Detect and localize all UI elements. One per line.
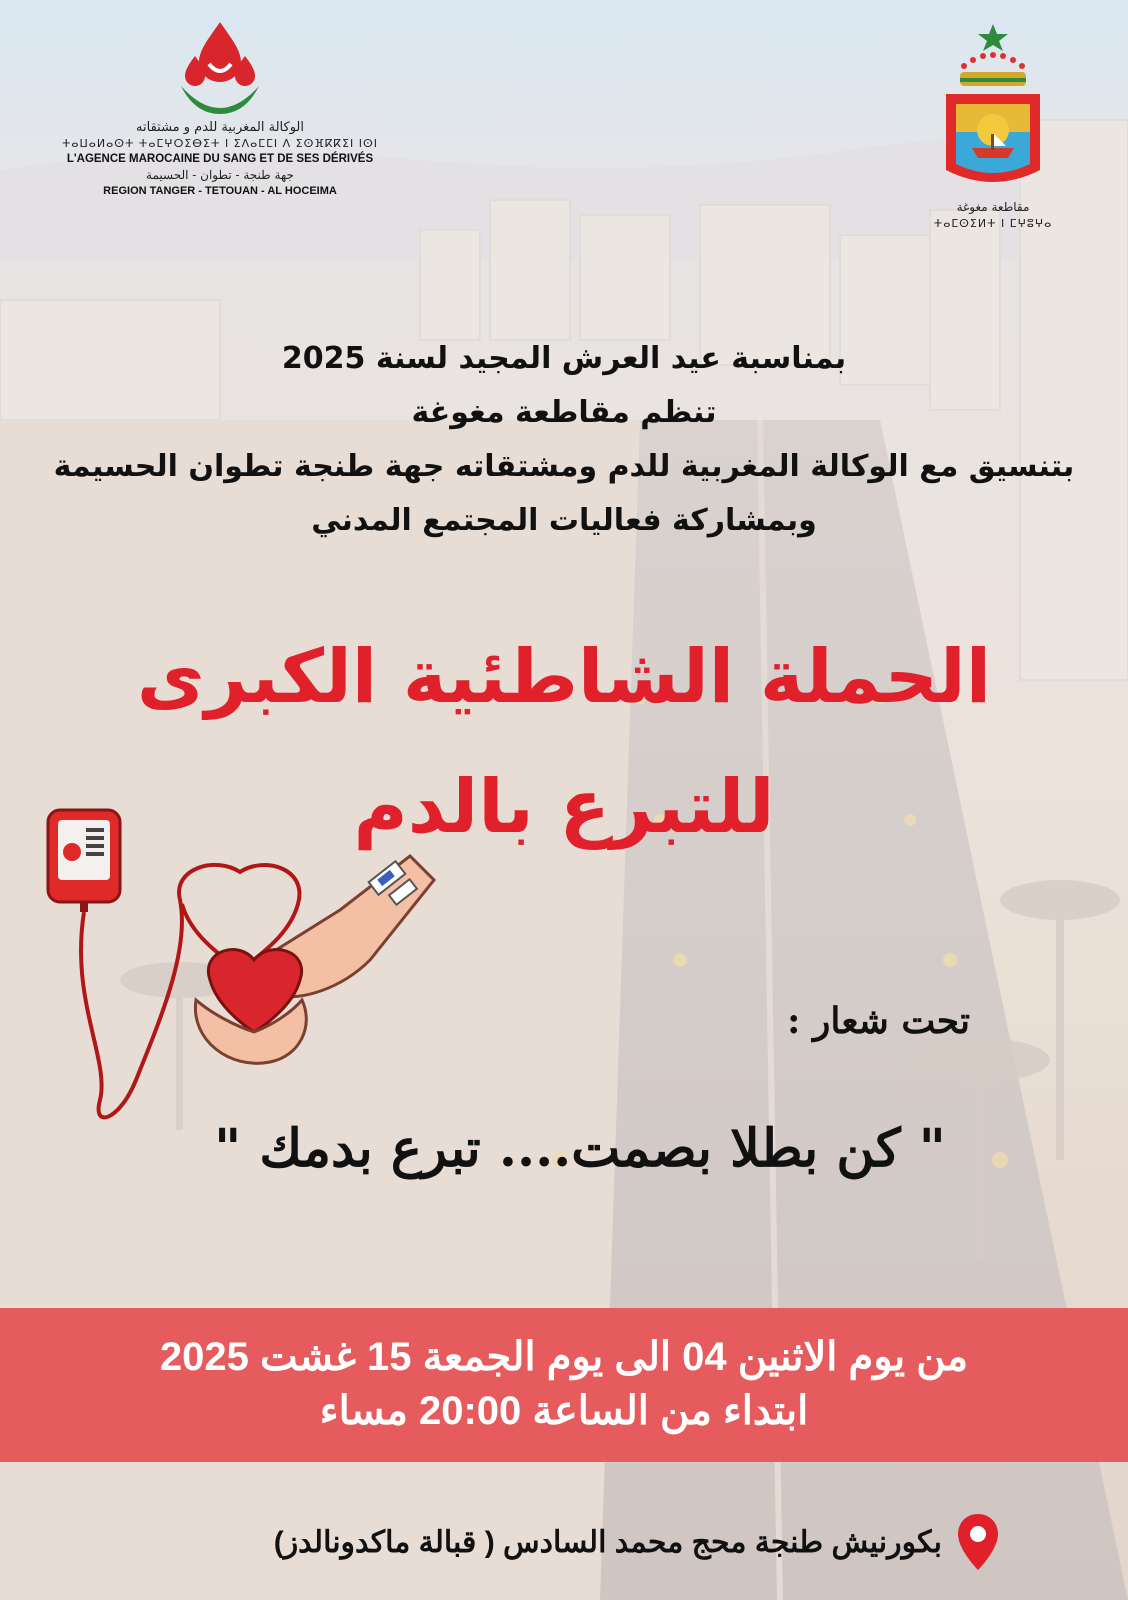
blood-bag-icon	[48, 810, 120, 912]
commune-emblem-icon	[938, 22, 1048, 194]
agency-region-arabic: جهة طنجة - تطوان - الحسيمة	[146, 168, 294, 182]
location-row	[160, 1512, 1000, 1572]
schedule-time: ابتداء من الساعة 20:00 مساء	[319, 1389, 809, 1433]
agency-region-french: REGION TANGER - TETOUAN - AL HOCEIMA	[103, 185, 337, 197]
arm-with-heart-icon	[195, 856, 434, 1063]
motto-label: تحت شعار :	[787, 1000, 970, 1042]
campaign-title-line-2: للتبرع بالدم	[353, 764, 775, 850]
intro-line-participation: وبمشاركة فعاليات المجتمع المدني	[311, 503, 817, 538]
commune-logo-block	[918, 22, 1068, 230]
intro-text	[40, 332, 1088, 548]
schedule-banner	[0, 1308, 1128, 1462]
blood-agency-logo-icon	[175, 20, 265, 116]
campaign-title-line-1: الحملة الشاطئية الكبرى	[136, 634, 992, 720]
motto-text: " كن بطلا بصمت.... تبرع بدمك "	[214, 1118, 946, 1179]
blood-donation-illustration	[40, 800, 460, 1160]
location-text: بكورنيش طنجة محج محمد السادس ( قبالة ماكدونالدز)	[273, 1525, 942, 1559]
map-pin-icon	[956, 1512, 1000, 1572]
schedule-dates: من يوم الاثنين 04 الى يوم الجمعة 15 غشت 2025	[159, 1335, 969, 1379]
commune-name-tifinagh: ⵜⴰⵎⵙⵉⵍⵜ ⵏ ⵎⵖⵓⵖⴰ	[933, 217, 1053, 230]
intro-line-organizer: تنظم مقاطعة مغوغة	[411, 395, 717, 430]
intro-line-coordination: بتنسيق مع الوكالة المغربية للدم ومشتقاته جهة طنجة تطوان الحسيمة	[53, 449, 1075, 484]
commune-name-arabic: مقاطعة مغوغة	[956, 200, 1030, 214]
agency-logo-block	[40, 20, 400, 197]
agency-name-french: L'AGENCE MAROCAINE DU SANG ET DE SES DÉRIVÉS	[66, 153, 374, 165]
agency-name-tifinagh: ⵜⴰⵡⴰⵍⴰⵙⵜ ⵜⴰⵎⵖⵔⵉⴱⵉⵜ ⵏ ⵉⴷⴰⵎⵎⵏ ⴷ ⵉⵙⴼⴽⴽⵉⵏ ⵏⵙⵏ	[61, 137, 379, 150]
agency-name-arabic: الوكالة المغربية للدم و مشتقاته	[136, 120, 304, 135]
intro-line-occasion: بمناسبة عيد العرش المجيد لسنة 2025	[281, 341, 847, 376]
